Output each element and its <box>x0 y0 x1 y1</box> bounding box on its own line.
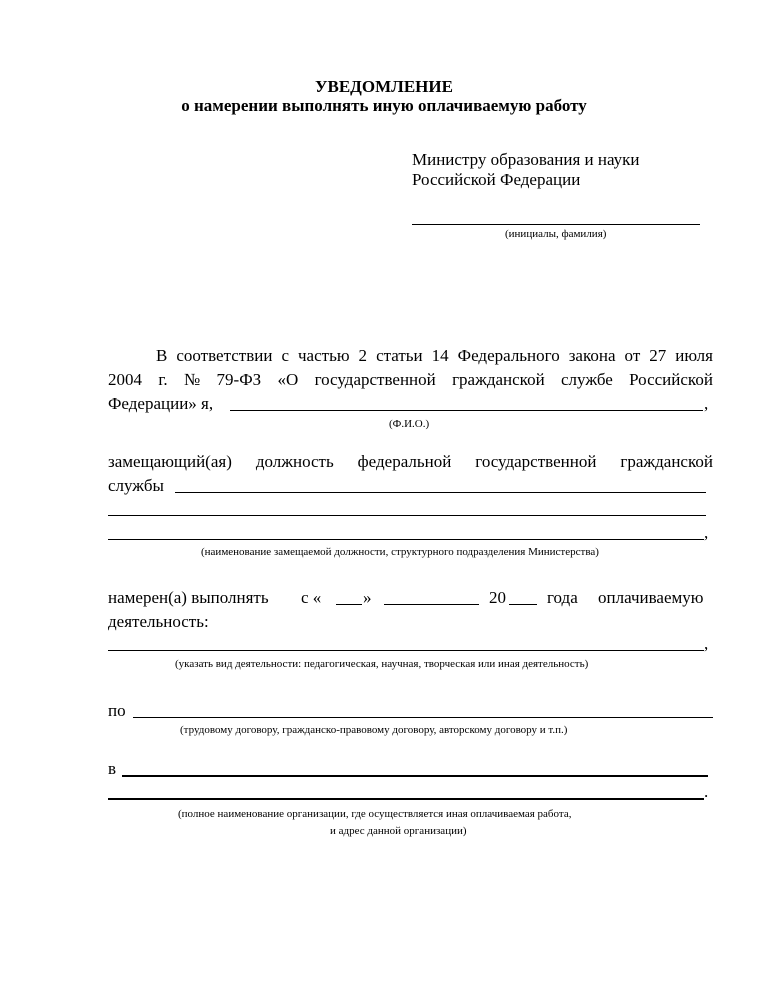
para1-line1-word: соответствии <box>176 346 273 365</box>
para5-period: . <box>704 782 709 801</box>
para1-comma: , <box>704 394 709 413</box>
para3-from: с « <box>301 588 322 607</box>
para2-line1-word: государственной <box>475 452 597 471</box>
contract-type-field[interactable] <box>133 717 713 718</box>
para1-line1-word: 27 <box>649 346 667 365</box>
para1-line1-word: статьи <box>376 346 423 365</box>
para5-prefix: в <box>108 759 117 778</box>
start-month-field[interactable] <box>384 604 479 605</box>
organization-caption-1: (полное наименование организации, где осуществляется иная оплачиваемая работа, <box>178 808 572 820</box>
document-title: УВЕДОМЛЕНИЕ <box>315 77 453 96</box>
organization-field-1[interactable] <box>122 775 708 777</box>
fio-caption: (Ф.И.О.) <box>389 418 430 430</box>
start-day-field[interactable] <box>336 604 362 605</box>
para1-line2-word: № <box>183 370 201 389</box>
para1-line2-word: Российской <box>629 370 713 389</box>
position-field-3[interactable] <box>108 539 704 540</box>
activity-type-field[interactable] <box>108 650 704 651</box>
para1-line1-word: с <box>281 346 289 365</box>
fio-field[interactable] <box>230 410 703 411</box>
para2-line-1 <box>108 452 713 472</box>
organization-caption-2: и адрес данной организации) <box>330 825 467 837</box>
para3-quote-close: » <box>363 588 372 607</box>
para4-prefix: по <box>108 701 126 720</box>
para1-line1-word: закона <box>568 346 616 365</box>
para3-century: 20 <box>489 588 506 607</box>
position-field-2[interactable] <box>108 515 706 516</box>
para1-line1-word: частью <box>298 346 350 365</box>
para1-line1-word: 2 <box>358 346 368 365</box>
para1-line2-word: государственной <box>314 370 436 389</box>
para1-line-3: Федерации» я, <box>108 394 214 413</box>
contract-caption: (трудовому договору, гражданско-правовому договору, авторскому договору и т.п.) <box>180 724 568 736</box>
para3-comma: , <box>704 634 709 653</box>
para1-line-2 <box>108 370 713 390</box>
addressee-caption: (инициалы, фамилия) <box>505 228 607 240</box>
para2-line-2: службы <box>108 476 164 495</box>
para1-line2-word: службе <box>561 370 613 389</box>
para2-line1-word: должность <box>255 452 334 471</box>
para3-paid: оплачиваемую <box>598 588 704 607</box>
para3-intends: намерен(а) выполнять <box>108 588 269 607</box>
addressee-name-field[interactable] <box>412 224 700 225</box>
para1-line1-word: В <box>156 346 168 365</box>
para1-line-1 <box>156 346 713 366</box>
addressee-line-2: Российской Федерации <box>412 170 581 189</box>
para1-line1-word: 14 <box>431 346 449 365</box>
para2-line1-word: федеральной <box>357 452 452 471</box>
para1-line2-word: 2004 <box>108 370 142 389</box>
position-caption: (наименование замещаемой должности, структурного подразделения Министерства) <box>201 546 599 558</box>
para1-line1-word: июля <box>675 346 713 365</box>
activity-caption: (указать вид деятельности: педагогическая, научная, творческая или иная деятельность) <box>175 658 589 670</box>
para2-line1-word: гражданской <box>620 452 713 471</box>
para1-line2-word: 79-ФЗ <box>216 370 262 389</box>
para3-line-2: деятельность: <box>108 612 209 631</box>
para2-line1-word: замещающий(ая) <box>108 452 232 471</box>
para1-line1-word: от <box>624 346 641 365</box>
start-year-field[interactable] <box>509 604 537 605</box>
organization-field-2[interactable] <box>108 798 704 800</box>
document-subtitle: о намерении выполнять иную оплачиваемую работу <box>181 96 587 115</box>
para1-line2-word: «О <box>277 370 299 389</box>
addressee-line-1: Министру образования и науки <box>412 150 640 169</box>
para2-comma: , <box>704 523 709 542</box>
para1-line2-word: гражданской <box>452 370 545 389</box>
para1-line1-word: Федерального <box>457 346 560 365</box>
para1-line2-word: г. <box>158 370 168 389</box>
position-field-1[interactable] <box>175 492 706 493</box>
para3-year-word: года <box>547 588 578 607</box>
